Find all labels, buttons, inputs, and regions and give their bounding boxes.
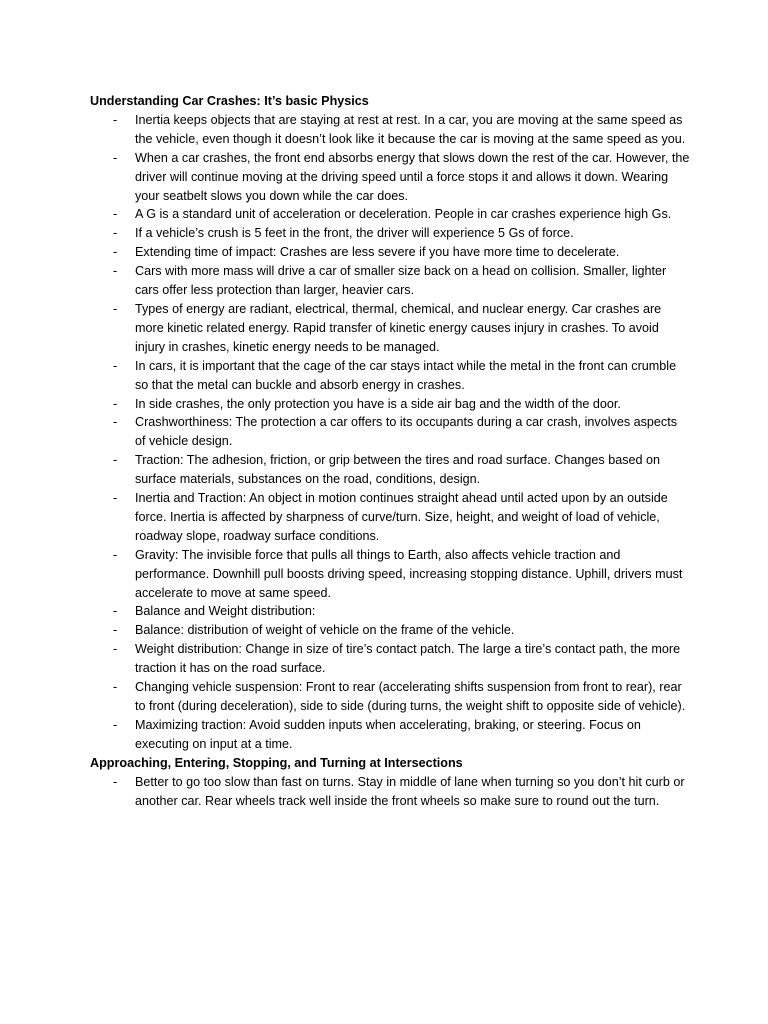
bullet-dash: - [113,623,118,638]
bullet-dash: - [113,207,118,222]
list-item [90,678,690,716]
list-item-text: Traction: The adhesion, friction, or grip between the tires and road surface. Changes based on surface materials, substances on the road, conditions, design. [135,453,661,487]
list-item-text: In cars, it is important that the cage of the car stays intact while the metal in the front can crumble so that the metal can buckle and absorb energy in crashes. [135,358,677,392]
bullet-dash: - [113,491,118,506]
bullet-dash: - [113,642,118,657]
list-item-text: If a vehicle’s crush is 5 feet in the front, the driver will experience 5 Gs of force. [135,226,574,241]
list-item [90,716,690,754]
list-item [90,640,690,678]
list-item [90,300,690,357]
section-intersections [90,754,690,811]
bullet-dash: - [113,264,118,279]
list-item [90,546,690,603]
bullet-dash: - [113,547,118,562]
bullet-dash: - [113,396,118,411]
list-item-text: Better to go too slow than fast on turns. Stay in middle of lane when turning so you don’t hit curb or another car. Rear wheels track well inside the front wheels so make sure to round out the turn. [135,774,685,808]
bullet-dash: - [113,453,118,468]
list-item-text: Extending time of impact: Crashes are less severe if you have more time to decelerate. [135,245,620,260]
bullet-list [90,773,690,811]
list-item [90,262,690,300]
document-body [90,92,690,810]
bullet-dash: - [113,358,118,373]
bullet-dash: - [113,226,118,241]
bullet-dash: - [113,680,118,695]
list-item [90,224,690,243]
bullet-dash: - [113,415,118,430]
list-item [90,773,690,811]
bullet-dash: - [113,604,118,619]
section-heading: Understanding Car Crashes: It’s basic Physics [90,94,369,108]
list-item [90,451,690,489]
list-item-text: A G is a standard unit of acceleration or deceleration. People in car crashes experience high Gs. [135,207,672,222]
list-item [90,621,690,640]
list-item [90,602,690,621]
list-item [90,243,690,262]
section-car-crashes [90,92,690,754]
list-item-text: When a car crashes, the front end absorbs energy that slows down the rest of the car. However, the driver will continue moving at the driving speed until a force stops it and allows it down. Wearing your seatbelt slows you down while the car does. [135,150,690,203]
bullet-list [90,111,690,754]
list-item [90,489,690,546]
list-item-text: In side crashes, the only protection you have is a side air bag and the width of the door. [135,396,621,411]
bullet-dash: - [113,245,118,260]
list-item-text: Maximizing traction: Avoid sudden inputs when accelerating, braking, or steering. Focus on executing on input at a time. [135,717,641,751]
bullet-dash: - [113,774,118,789]
list-item [90,149,690,206]
list-item-text: Inertia and Traction: An object in motion continues straight ahead until acted upon by an outside force. Inertia is affected by sharpness of curve/turn. Size, height, and weight of load of vehicle, roadway slope, roadway surface conditions. [135,491,668,543]
bullet-dash: - [113,717,118,732]
list-item-text: Crashworthiness: The protection a car offers to its occupants during a car crash, involves aspects of vehicle design. [135,415,678,449]
list-item-text: Cars with more mass will drive a car of smaller size back on a head on collision. Smaller, lighter cars offer less protection than larger, heavier cars. [135,264,667,298]
list-item-text: Changing vehicle suspension: Front to rear (accelerating shifts suspension from front to rear), rear to front (during deceleration), side to side (during turns, the weight shift to opposite side of vehicle). [135,680,686,713]
bullet-dash: - [113,301,118,316]
list-item-text: Inertia keeps objects that are staying at rest at rest. In a car, you are moving at the same speed as the vehicle, even though it doesn’t look like it because the car is moving at the same speed as you. [135,112,686,146]
list-item-text: Balance: distribution of weight of vehicle on the frame of the vehicle. [135,623,515,638]
list-item [90,357,690,395]
list-item [90,111,690,149]
bullet-dash: - [113,150,118,165]
list-item-text: Weight distribution: Change in size of tire’s contact patch. The large a tire’s contact path, the more traction it has on the road surface. [135,642,681,676]
list-item-text: Balance and Weight distribution: [135,604,316,619]
list-item [90,205,690,224]
list-item [90,413,690,451]
section-heading: Approaching, Entering, Stopping, and Turning at Intersections [90,755,463,770]
list-item [90,395,690,414]
list-item-text: Gravity: The invisible force that pulls all things to Earth, also affects vehicle traction and performance. Downhill pull boosts driving speed, increasing stopping distance. Uphill, drivers must accelerate to move at same speed. [135,547,683,600]
bullet-dash: - [113,112,118,127]
list-item-text: Types of energy are radiant, electrical, thermal, chemical, and nuclear energy. Car crashes are more kinetic related energy. Rapid transfer of kinetic energy causes injury in crashes. To avoid injury in crashes, kinetic energy needs to be managed. [135,301,662,354]
